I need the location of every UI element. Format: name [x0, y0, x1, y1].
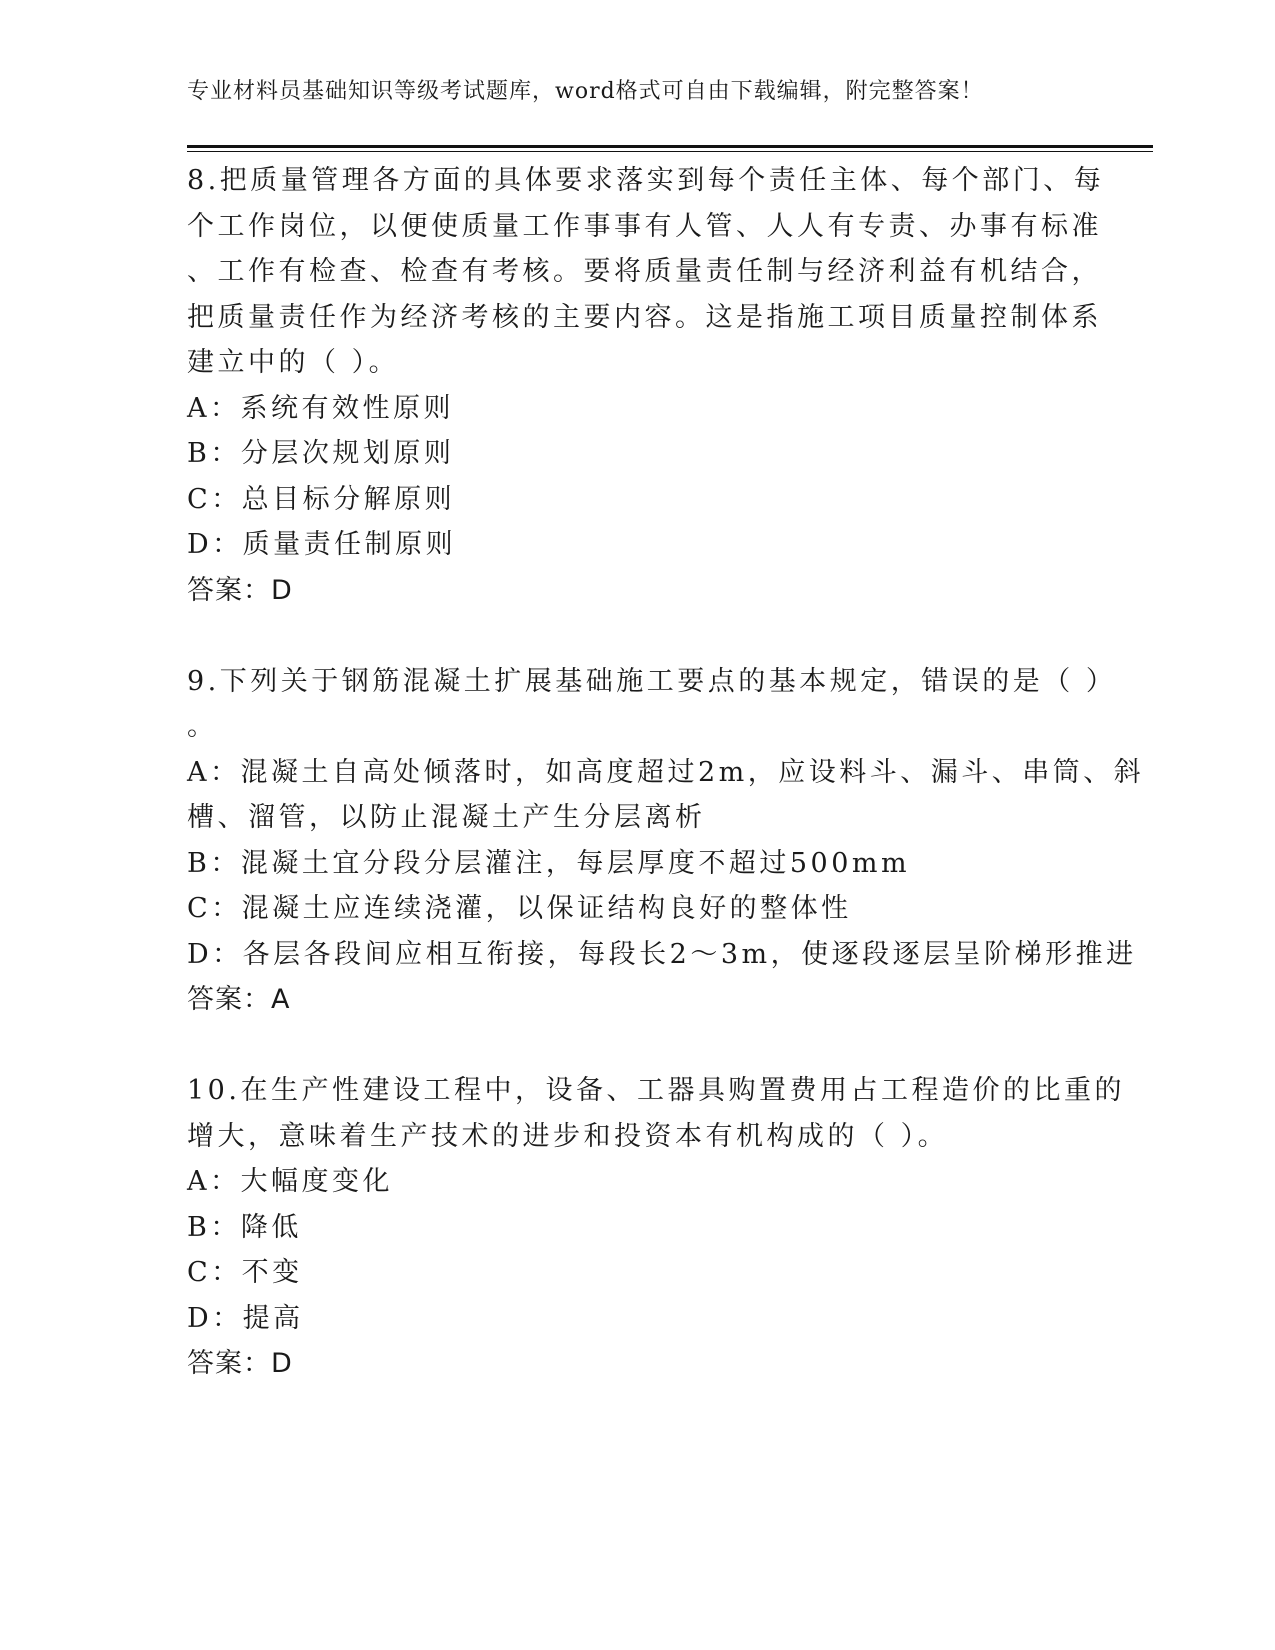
- option-c: C：总目标分解原则: [187, 483, 456, 515]
- question-stem-line: 增大，意味着生产技术的进步和投资本有机构成的（ ）。: [187, 1120, 949, 1152]
- question-spacer: [187, 613, 1087, 659]
- question-stem-line: 把质量责任作为经济考核的主要内容。这是指施工项目质量控制体系: [187, 301, 1102, 333]
- option-d: D：提高: [187, 1302, 304, 1334]
- answer-label: 答案：D: [187, 1348, 293, 1379]
- question-stem-line: 。: [187, 711, 218, 742]
- option-c: C：混凝土应连续浇灌，以保证结构良好的整体性: [187, 893, 852, 924]
- question-10: [187, 1068, 1125, 1387]
- question-8: [187, 158, 1105, 613]
- option-c: C：不变: [187, 1257, 303, 1288]
- question-list: [187, 158, 1145, 1387]
- option-d: D：各层各段间应相互衔接，每段长2～3m，使逐段逐层呈阶梯形推进: [187, 938, 1137, 970]
- question-stem-line: 个工作岗位，以便使质量工作事事有人管、人人有专责、办事有标准: [187, 210, 1102, 242]
- page-header: 专业材料员基础知识等级考试题库，word格式可自由下载编辑，附完整答案！: [187, 79, 984, 104]
- option-a: A：系统有效性原则: [187, 392, 454, 424]
- question-stem-line: 、工作有检查、检查有考核。要将质量责任制与经济利益有机结合，: [187, 256, 1102, 287]
- question-9: [187, 659, 1145, 1023]
- option-b: B：混凝土宜分段分层灌注，每层厚度不超过500mm: [187, 847, 911, 879]
- option-a: A：大幅度变化: [187, 1166, 393, 1197]
- option-a-continued: 槽、溜管，以防止混凝土产生分层离析: [187, 802, 706, 833]
- option-a: A：混凝土自高处倾落时，如高度超过2m，应设料斗、漏斗、串筒、斜: [187, 756, 1145, 788]
- option-b: B：降低: [187, 1211, 302, 1243]
- question-stem-line: 9.下列关于钢筋混凝土扩展基础施工要点的基本规定，错误的是（ ）: [187, 665, 1117, 697]
- question-spacer: [187, 1023, 1087, 1069]
- option-d: D：质量责任制原则: [187, 529, 457, 560]
- question-stem-line: 建立中的（ ）。: [187, 347, 400, 378]
- question-stem-line: 10.在生产性建设工程中，设备、工器具购置费用占工程造价的比重的: [187, 1075, 1125, 1106]
- option-b: B：分层次规划原则: [187, 438, 455, 469]
- question-stem-line: 8.把质量管理各方面的具体要求落实到每个责任主体、每个部门、每: [187, 165, 1105, 196]
- answer-label: 答案：D: [187, 574, 293, 606]
- header-divider: [187, 145, 1153, 152]
- answer-label: 答案：A: [187, 984, 291, 1015]
